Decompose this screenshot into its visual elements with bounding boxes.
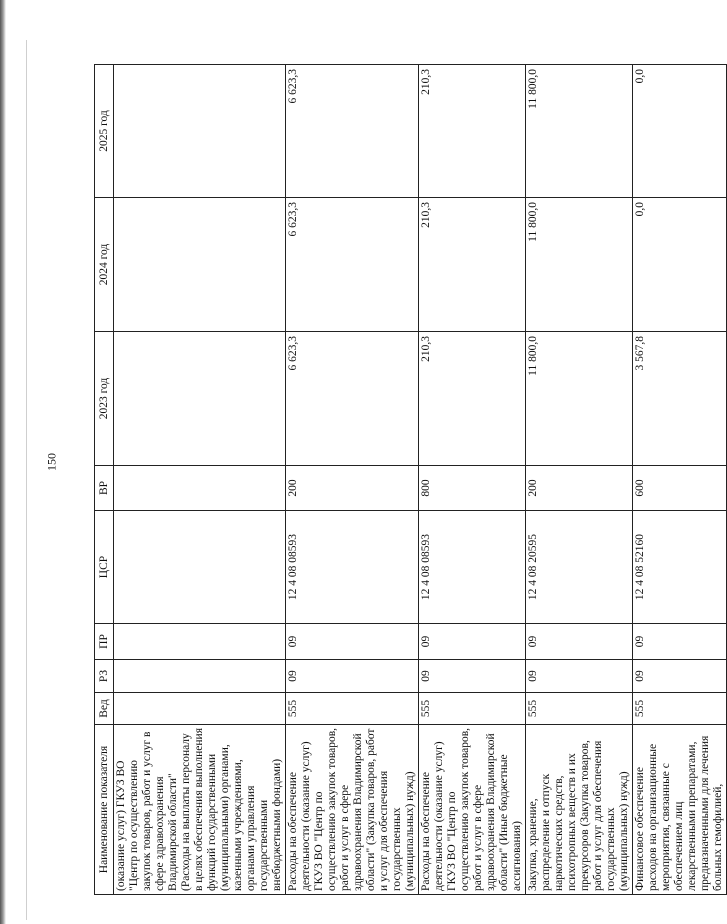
row-vr (114, 466, 286, 511)
table-row (633, 65, 727, 895)
header-name: Наименование показателя (95, 725, 114, 895)
row-rz (114, 660, 286, 693)
row-2025: 210,3 (419, 65, 526, 198)
row-vr: 800 (419, 466, 526, 511)
row-vr: 200 (526, 466, 633, 511)
row-name: Расходы на обеспечение деятельности (оказание услуг) ГКУЗ ВО "Центр по осуществлению закупок товаров, работ и услуг в сфере здравоохранения Владимирской области" (Закупка товаров, работ и услуг для обеспечения государственных (муниципальных) нужд) (286, 725, 419, 895)
budget-table (94, 64, 727, 895)
header-2025: 2025 год (95, 65, 114, 198)
row-vr: 200 (286, 466, 419, 511)
row-csr: 12 4 08 08593 (286, 511, 419, 624)
row-2023: 6 623,3 (286, 332, 419, 466)
row-2025: 11 800,0 (526, 65, 633, 198)
scan-edge (0, 0, 6, 924)
row-name: Финансовое обеспечение расходов на организационные мероприятия, связанные с обеспечением лиц лекарственными препаратами, предназначенными для лечения больных гемофилией, (633, 725, 727, 895)
row-2023: 210,3 (419, 332, 526, 466)
row-2024 (114, 198, 286, 332)
row-name: Закупка, хранение, распределение и отпуск наркотических средств, психотропных веществ и их прекурсоров (Закупка товаров, работ и услуг для обеспечения государственных (муниципальных) нужд) (526, 725, 633, 895)
table-row (526, 65, 633, 895)
row-ved: 555 (419, 693, 526, 725)
row-2023: 11 800,0 (526, 332, 633, 466)
row-pr: 09 (286, 624, 419, 660)
header-ved: Вед (95, 693, 114, 725)
page-number: 150 (44, 453, 59, 471)
row-2024: 210,3 (419, 198, 526, 332)
header-2024: 2024 год (95, 198, 114, 332)
row-csr: 12 4 08 52160 (633, 511, 727, 624)
row-2023 (114, 332, 286, 466)
row-pr (114, 624, 286, 660)
row-2024: 11 800,0 (526, 198, 633, 332)
row-pr: 09 (419, 624, 526, 660)
row-csr (114, 511, 286, 624)
row-rz: 09 (286, 660, 419, 693)
row-2024: 0,0 (633, 198, 727, 332)
row-2025 (114, 65, 286, 198)
header-vr: ВР (95, 466, 114, 511)
row-2023: 3 567,8 (633, 332, 727, 466)
row-ved: 555 (286, 693, 419, 725)
header-csr: ЦСР (95, 511, 114, 624)
row-csr: 12 4 08 20595 (526, 511, 633, 624)
row-name: (оказание услуг) ГКУЗ ВО "Центр по осуществлению закупок товаров, работ и услуг в сфере здравоохранения Владимирской области" (Расходы на выплаты персоналу в целях обеспечения выполнения функций государственными (муниципальными) органами, казенными учреждениями, органами управления государственными внебюджетными фондами) (114, 725, 286, 895)
scan-fold-line (26, 40, 27, 920)
row-ved: 555 (633, 693, 727, 725)
row-pr: 09 (526, 624, 633, 660)
row-rz: 09 (633, 660, 727, 693)
table-row (286, 65, 419, 895)
header-row (95, 65, 114, 895)
row-2024: 6 623,3 (286, 198, 419, 332)
row-ved: 555 (526, 693, 633, 725)
header-2023: 2023 год (95, 332, 114, 466)
rotated-table-container (94, 65, 724, 895)
row-rz: 09 (526, 660, 633, 693)
row-rz: 09 (419, 660, 526, 693)
row-vr: 600 (633, 466, 727, 511)
table-row (419, 65, 526, 895)
row-ved (114, 693, 286, 725)
table-row (114, 65, 286, 895)
row-pr: 09 (633, 624, 727, 660)
row-2025: 6 623,3 (286, 65, 419, 198)
header-rz: РЗ (95, 660, 114, 693)
row-csr: 12 4 08 08593 (419, 511, 526, 624)
row-2025: 0,0 (633, 65, 727, 198)
header-pr: ПР (95, 624, 114, 660)
row-name: Расходы на обеспечение деятельности (оказание услуг) ГКУЗ ВО "Центр по осуществлению закупок товаров, работ и услуг в сфере здравоохранения Владимирской области" (Иные бюджетные ассигнования) (419, 725, 526, 895)
